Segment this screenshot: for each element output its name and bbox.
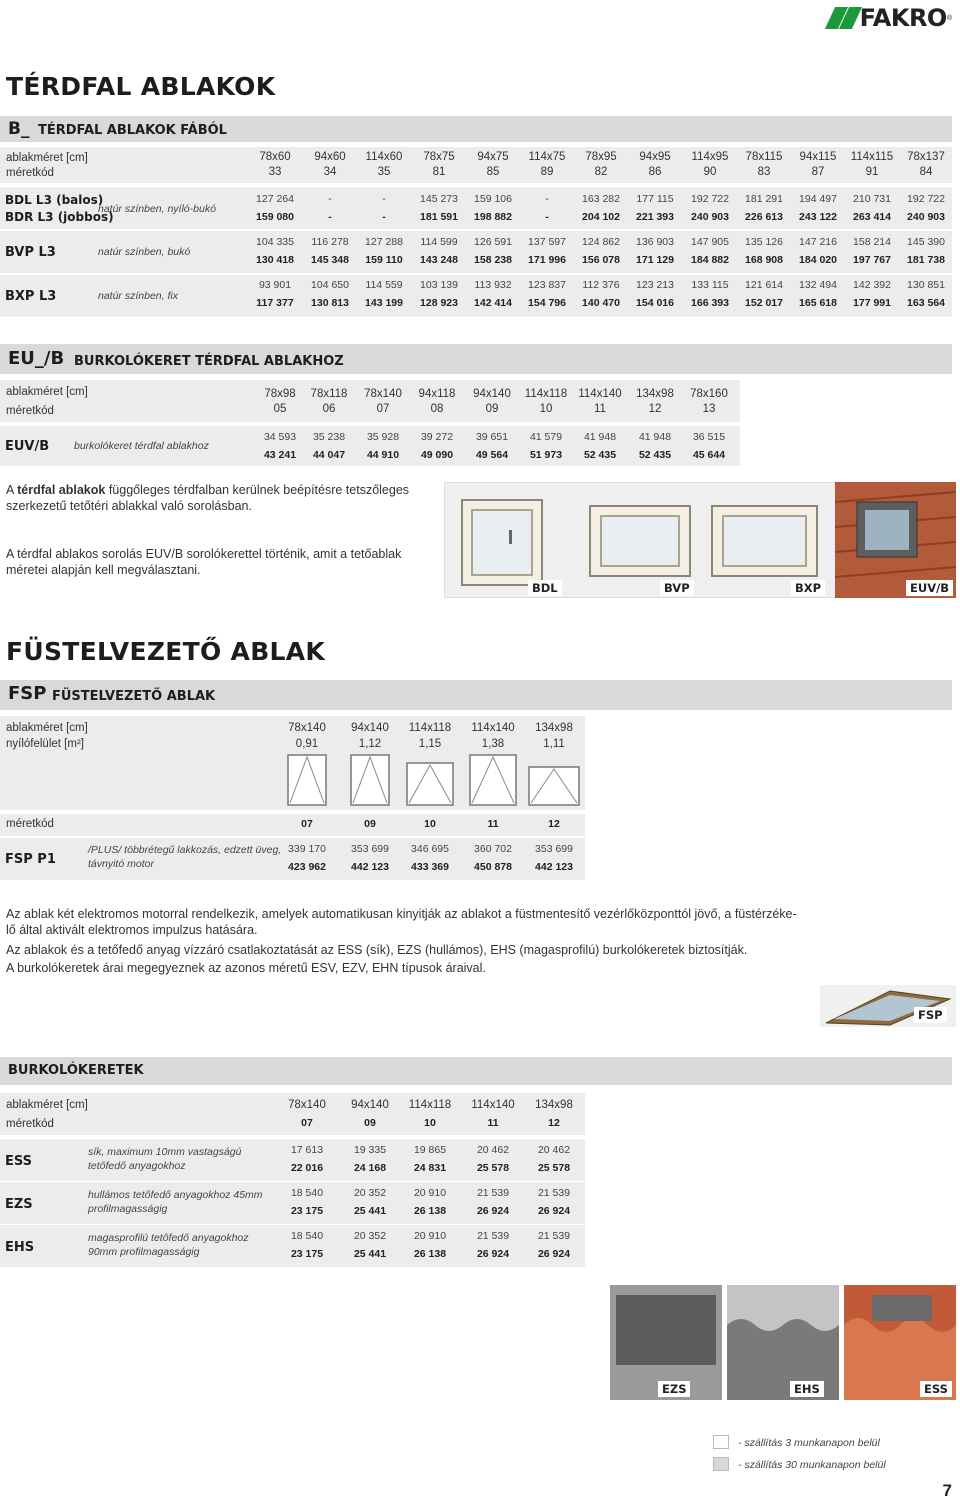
price-cell: 26 924 [537,1205,571,1217]
size-label: 78x140 [288,722,326,734]
desc-fsp-1: /PLUS/ többrétegű lakkozás, edzett üveg, [88,844,282,856]
price-cell: 159 106 [474,193,512,205]
price-cell: 26 924 [476,1248,510,1260]
price-cell: 243 122 [799,211,837,223]
product-ezs: EZS [5,1197,33,1212]
size-label: 114x140 [471,722,515,734]
price-cell: 166 393 [691,297,729,309]
price-cell: 240 903 [691,211,729,223]
size-code: 35 [377,166,391,178]
price-cell: 226 613 [745,211,783,223]
price-cell: 171 996 [528,254,566,266]
price-cell: 24 168 [353,1162,387,1174]
hdr-ablakmeret-burkolo: ablakméret [cm] [6,1099,88,1111]
product-ehs: EHS [5,1240,35,1255]
size-code: 81 [432,166,446,178]
price-cell: 112 376 [582,279,620,291]
paragraph-fsp-motor: Az ablak két elektromos motorral rendelkezik, amelyek automatikusan kinyitják az ablakot a füstmentesítő vezérlőközponttól jövő, a füstérzéke- lő által aktivált elektromos impulzus hatására. [6,907,797,937]
size-label: 78x98 [264,388,296,400]
page-number: 7 [942,1481,952,1500]
size-label: 94x60 [314,151,346,163]
price-cell: 423 962 [288,861,326,873]
section-title-burkolo: BURKOLÓKERETEK [8,1063,144,1078]
size-label: 114x115 [850,151,894,163]
price-cell: 194 497 [799,193,837,205]
price-cell: - [328,193,332,205]
window-opening-icon [350,754,390,806]
hdr-ablakmeret-eu: ablakméret [cm] [6,386,88,398]
price-cell: 171 129 [636,254,674,266]
size-code: 10 [539,403,553,415]
product-bdl: BDL L3 (balos) [5,193,104,207]
size-label: 78x95 [585,151,617,163]
size-code: 11 [594,403,606,415]
price-cell: 346 695 [411,843,449,855]
price-cell: 184 882 [691,254,729,266]
price-cell: 130 851 [907,279,945,291]
price-cell: 41 948 [583,431,617,443]
hdr-meretkod: méretkód [6,167,54,179]
size-code: 33 [268,166,282,178]
price-cell: 39 272 [420,431,454,443]
price-cell: 128 923 [420,297,458,309]
price-cell: 25 441 [353,1205,387,1217]
price-cell: 339 170 [288,843,326,855]
price-cell: 159 110 [365,254,403,266]
price-cell: 26 138 [413,1205,447,1217]
price-cell: 145 348 [311,254,349,266]
size-code: 12 [648,403,662,415]
page-title-fustelvezeto: FÜSTELVEZETŐ ABLAK [6,637,326,666]
section-title-fsp: FÜSTELVEZETŐ ABLAK [52,689,216,704]
bvp-window-image [585,498,695,588]
price-cell: 177 991 [853,297,891,309]
desc-bvp: natúr színben, bukó [98,246,191,258]
size-code: 07 [301,818,313,830]
hdr-ablakmeret-fsp: ablakméret [cm] [6,722,88,734]
price-cell: 18 540 [290,1187,324,1199]
price-cell: 154 016 [636,297,674,309]
price-cell: 143 199 [365,297,403,309]
size-label: 78x115 [745,151,783,163]
size-code: 83 [757,166,771,178]
price-cell: 360 702 [474,843,512,855]
size-code: 87 [811,166,825,178]
desc-bdl: natúr színben, nyíló-bukó [98,203,216,215]
price-cell: 263 414 [853,211,891,223]
price-cell: 158 214 [853,236,891,248]
product-bxp: BXP L3 [5,289,57,304]
price-cell: 197 767 [853,254,891,266]
price-cell: 135 126 [745,236,783,248]
price-cell: 147 216 [799,236,837,248]
size-label: 134x98 [535,1099,573,1111]
legend-box-30days [713,1457,729,1471]
size-label: 78x75 [423,151,455,163]
size-code: 09 [364,1117,376,1129]
size-label: 134x98 [535,722,573,734]
price-cell: 240 903 [907,211,945,223]
price-cell: 23 175 [290,1248,324,1260]
fakro-logo-text: FAKRO [859,4,947,32]
window-image-label: BVP [660,580,694,596]
price-cell: 140 470 [582,297,620,309]
section-title-b: TÉRDFAL ABLAKOK FÁBÓL [38,123,227,138]
flashing-image-label: EZS [658,1381,690,1397]
price-cell: 192 722 [907,193,945,205]
size-label: 78x140 [288,1099,326,1111]
price-cell: 25 441 [353,1248,387,1260]
size-code: 34 [323,166,337,178]
size-label: 94x140 [351,1099,389,1111]
price-cell: 113 932 [474,279,512,291]
price-cell: 353 699 [351,843,389,855]
price-cell: 130 813 [311,297,349,309]
legend-30days: - szállítás 30 munkanapon belül [738,1459,886,1471]
price-cell: 52 435 [638,449,672,461]
price-cell: 142 392 [853,279,891,291]
price-cell: 123 213 [636,279,674,291]
price-cell: 21 539 [476,1187,510,1199]
hdr-meretkod-burkolo: méretkód [6,1118,54,1130]
size-label: 78x60 [259,151,291,163]
size-label: 94x140 [351,722,389,734]
price-cell: 51 973 [529,449,563,461]
size-code: 05 [273,403,287,415]
price-cell: 49 564 [475,449,509,461]
price-cell: 23 175 [290,1205,324,1217]
fakro-logo-mark [826,7,856,29]
size-label: 94x95 [639,151,671,163]
size-code: 11 [487,1117,499,1129]
price-cell: 114 559 [365,279,403,291]
desc-fsp-2: távnyitó motor [88,858,154,870]
price-cell: 19 865 [413,1144,447,1156]
price-cell: 204 102 [582,211,620,223]
price-cell: 44 910 [366,449,400,461]
price-cell: 145 390 [907,236,945,248]
desc-line: 90mm profilmagasságig [88,1246,200,1258]
size-label: 94x75 [477,151,509,163]
price-cell: 20 910 [413,1230,447,1242]
price-cell: 181 291 [745,193,783,205]
size-label: 114x118 [408,1099,452,1111]
hdr-ablakmeret: ablakméret [cm] [6,152,88,164]
price-cell: 18 540 [290,1230,324,1242]
price-cell: - [382,211,386,223]
product-fsp-p1: FSP P1 [5,852,56,867]
size-code: 13 [702,403,716,415]
price-cell: 152 017 [745,297,783,309]
paragraph-fsp-prices: A burkolókeretek árai megegyeznek az azonos méretű ESV, EZV, EHN típusok áraival. [6,961,486,975]
price-cell: 21 539 [537,1187,571,1199]
price-cell: 19 335 [353,1144,387,1156]
size-code: 85 [486,166,500,178]
size-label: 114x75 [528,151,566,163]
size-code: 07 [376,403,390,415]
price-cell: 147 905 [691,236,729,248]
price-cell: 210 731 [853,193,891,205]
hdr-nyilofelulet: nyílófelület [m²] [6,738,84,750]
price-cell: 36 515 [692,431,726,443]
price-cell: 163 564 [907,297,945,309]
price-cell: 154 796 [528,297,566,309]
price-cell: 39 651 [475,431,509,443]
price-cell: 124 862 [582,236,620,248]
price-cell: 145 273 [420,193,458,205]
price-cell: 43 241 [263,449,297,461]
paragraph-fsp-frames: Az ablakok és a tetőfedő anyag vízzáró csatlakoztatását az ESS (sík), EZS (hullámos), EHS (magasprofilú) burkolókeretek biztosítják. [6,943,748,957]
desc-line: tetőfedő anyagokhoz [88,1160,186,1172]
paragraph-terdfal: A térdfal ablakok függőleges térdfalban kerülnek beépítésre tetszőleges szerkezetű tetőtéri ablakkal való sorolásban. [6,483,410,513]
window-image-label: BDL [528,580,562,596]
opening-area: 0,91 [295,738,319,750]
price-cell: 159 080 [256,211,294,223]
price-cell: - [545,211,549,223]
price-cell: 132 494 [799,279,837,291]
size-code: 10 [424,818,436,830]
window-opening-icon [287,754,327,806]
size-code: 09 [485,403,499,415]
size-label: 94x140 [473,388,511,400]
price-cell: 21 539 [476,1230,510,1242]
size-label: 114x140 [578,388,622,400]
hdr-meretkod-eu: méretkód [6,405,54,417]
price-cell: 49 090 [420,449,454,461]
price-cell: 20 352 [353,1230,387,1242]
price-cell: 158 238 [474,254,512,266]
size-label: 78x140 [364,388,402,400]
opening-area: 1,15 [418,738,442,750]
price-cell: 20 462 [537,1144,571,1156]
price-cell: 117 377 [256,297,294,309]
price-cell: 52 435 [583,449,617,461]
size-code: 06 [322,403,336,415]
size-code: 10 [424,1117,436,1129]
size-label: 78x137 [907,151,945,163]
price-cell: - [545,193,549,205]
price-cell: 181 738 [907,254,945,266]
size-code: 91 [865,166,879,178]
fakro-logo: FAKRO ® [826,4,952,32]
price-cell: 137 597 [528,236,566,248]
price-cell: 123 837 [528,279,566,291]
product-bvp: BVP L3 [5,245,56,260]
size-label: 114x95 [691,151,729,163]
price-cell: 192 722 [691,193,729,205]
price-cell: 127 288 [365,236,403,248]
price-cell: 34 593 [263,431,297,443]
price-cell: 165 618 [799,297,837,309]
price-cell: 24 831 [413,1162,447,1174]
price-cell: 35 238 [312,431,346,443]
desc-line: hullámos tetőfedő anyagokhoz 45mm [88,1189,263,1201]
paragraph-sorolas: A térdfal ablakos sorolás EUV/B sorolókerettel történik, amit a tetőablak méretei alapján kell megválasztani. [6,547,402,577]
size-code: 89 [540,166,554,178]
size-label: 114x118 [524,388,568,400]
price-cell: 442 123 [351,861,389,873]
price-cell: 130 418 [256,254,294,266]
desc-line: profilmagasságig [88,1203,168,1215]
bxp-window-image [707,498,827,588]
price-cell: 181 591 [420,211,458,223]
price-cell: 93 901 [258,279,292,291]
window-opening-icon [469,754,517,806]
price-cell: 25 578 [537,1162,571,1174]
section-prefix-eu: EU_/B [8,348,65,369]
price-cell: 41 579 [529,431,563,443]
price-cell: 25 578 [476,1162,510,1174]
size-label: 114x140 [471,1099,515,1111]
price-cell: 353 699 [535,843,573,855]
window-image-label: EUV/B [906,580,953,596]
price-cell: 168 908 [745,254,783,266]
product-ess: ESS [5,1154,33,1169]
price-cell: - [382,193,386,205]
price-cell: 21 539 [537,1230,571,1242]
price-cell: 198 882 [474,211,512,223]
header-row-bg-eu [0,380,740,422]
price-cell: 41 948 [638,431,672,443]
price-cell: 26 924 [476,1205,510,1217]
price-cell: 35 928 [366,431,400,443]
section-prefix-b: B_ [8,119,30,139]
opening-area: 1,11 [543,738,565,750]
page-title-terdfal: TÉRDFAL ABLAKOK [6,72,276,101]
price-cell: 121 614 [745,279,783,291]
size-label: 78x118 [310,388,348,400]
section-title-eu: BURKOLÓKERET TÉRDFAL ABLAKHOZ [74,354,344,369]
price-cell: 45 644 [692,449,726,461]
size-label: 78x160 [690,388,728,400]
fsp-image-label: FSP [914,1007,947,1023]
price-cell: 26 924 [537,1248,571,1260]
size-code: 82 [594,166,608,178]
price-cell: 104 335 [256,236,294,248]
size-label: 134x98 [636,388,674,400]
size-code: 11 [487,818,499,830]
legend-3days: - szállítás 3 munkanapon belül [738,1437,880,1449]
size-label: 114x118 [408,722,452,734]
legend-box-3days [713,1435,729,1449]
price-cell: 126 591 [474,236,512,248]
desc-line: magasprofilú tetőfedő anyagokhoz [88,1232,249,1244]
price-cell: 136 903 [636,236,674,248]
window-image-label: BXP [791,580,825,596]
price-cell: 116 278 [311,236,349,248]
size-code: 09 [364,818,376,830]
price-cell: 22 016 [290,1162,324,1174]
price-cell: 44 047 [312,449,346,461]
desc-line: sík, maximum 10mm vastagságú [88,1146,242,1158]
price-cell: 127 264 [256,193,294,205]
size-code: 90 [703,166,717,178]
section-prefix-fsp: FSP [8,683,47,704]
price-cell: 103 139 [420,279,458,291]
price-cell: 163 282 [582,193,620,205]
size-code: 07 [301,1117,313,1129]
price-cell: 177 115 [636,193,674,205]
price-cell: 20 352 [353,1187,387,1199]
product-euv: EUV/B [5,439,50,454]
flashing-image-label: ESS [920,1381,952,1397]
opening-area: 1,38 [481,738,505,750]
size-code: 12 [548,818,560,830]
size-code: 12 [548,1117,560,1129]
price-cell: 221 393 [636,211,674,223]
size-code: 08 [430,403,444,415]
flashing-image-label: EHS [790,1381,824,1397]
price-cell: 133 115 [691,279,729,291]
price-cell: - [328,211,332,223]
price-cell: 184 020 [799,254,837,266]
price-cell: 433 369 [411,861,449,873]
price-cell: 26 138 [413,1248,447,1260]
price-cell: 114 599 [420,236,458,248]
price-cell: 142 414 [474,297,512,309]
desc-euv: burkolókeret térdfal ablakhoz [74,440,209,452]
price-cell: 143 248 [420,254,458,266]
size-label: 94x118 [418,388,456,400]
price-cell: 17 613 [290,1144,324,1156]
price-cell: 156 078 [582,254,620,266]
price-cell: 20 910 [413,1187,447,1199]
window-opening-icon [528,766,580,806]
size-code: 86 [648,166,662,178]
price-cell: 104 650 [311,279,349,291]
price-cell: 442 123 [535,861,573,873]
desc-bxp: natúr színben, fix [98,290,178,302]
hdr-meretkod-fsp: méretkód [6,818,54,830]
window-opening-icon [406,762,454,806]
opening-area: 1,12 [358,738,382,750]
price-cell: 450 878 [474,861,512,873]
size-code: 84 [919,166,933,178]
price-cell: 20 462 [476,1144,510,1156]
product-bdr: BDR L3 (jobbos) [5,210,114,224]
size-label: 94x115 [799,151,837,163]
size-label: 114x60 [365,151,403,163]
